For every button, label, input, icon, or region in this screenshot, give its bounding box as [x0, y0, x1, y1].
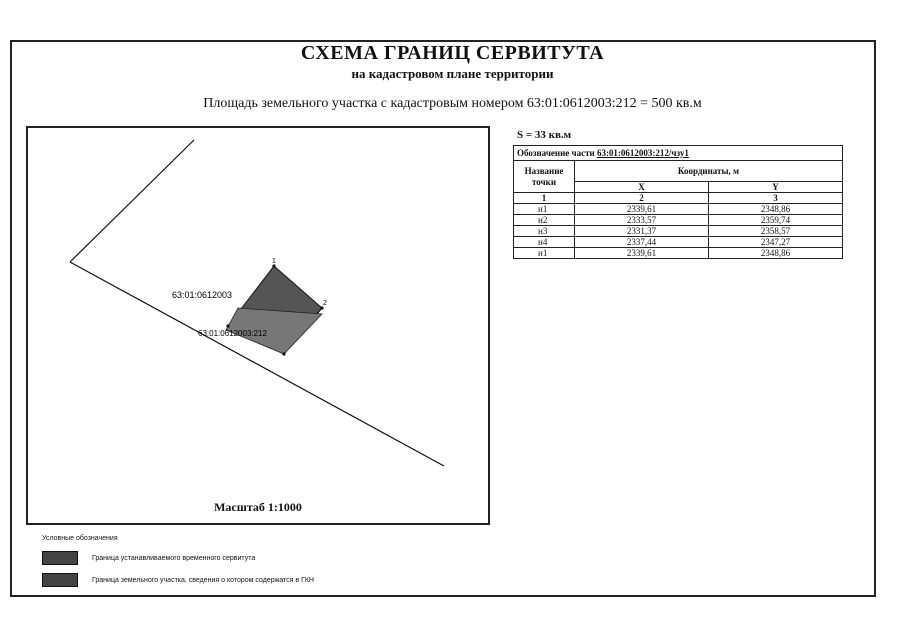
map-scale: Масштаб 1:1000: [214, 500, 302, 514]
part-id: 63:01:0612003:212/чзу1: [596, 148, 689, 158]
table-row: [514, 226, 843, 237]
col-point-header: Название точки: [514, 161, 575, 193]
table-row: [514, 248, 843, 259]
col-num-1: 1: [514, 193, 575, 204]
point-name: н4: [514, 237, 575, 248]
servitude-area: S = 33 кв.м: [517, 129, 572, 141]
table-header-row: [514, 146, 843, 161]
vertex-marker: [282, 352, 285, 355]
document-title: СХЕМА ГРАНИЦ СЕРВИТУТА: [300, 42, 605, 64]
col-num-3: 3: [709, 193, 843, 204]
legend-label: Граница устанавливаемого временного сервитута: [92, 554, 256, 562]
point-x: 2337,44: [575, 237, 709, 248]
point-x: 2333,57: [575, 215, 709, 226]
parcel-label: 63:01:0612003:212: [198, 329, 267, 338]
point-name: н1: [514, 204, 575, 215]
part-designation: [514, 146, 843, 161]
point-y: 2347,27: [709, 237, 843, 248]
point-name: н1: [514, 248, 575, 259]
point-1-label: 1: [272, 258, 276, 265]
col-x-header: X: [575, 182, 709, 193]
table-row: [514, 215, 843, 226]
table-row: [514, 237, 843, 248]
table-header-row: [514, 193, 843, 204]
table-row: [514, 204, 843, 215]
point-name: н2: [514, 215, 575, 226]
point-y: 2358,57: [709, 226, 843, 237]
point-x: 2339,61: [575, 248, 709, 259]
cadastral-map: [26, 126, 490, 525]
point-y: 2359,74: [709, 215, 843, 226]
quarter-label: 63:01:0612003: [172, 290, 233, 300]
col-coords-header: Координаты, м: [575, 161, 843, 182]
legend-swatch: [42, 573, 78, 587]
coordinates-table: [513, 145, 843, 259]
point-2-label: 2: [323, 300, 327, 307]
point-name: н3: [514, 226, 575, 237]
legend-label: Граница земельного участка, сведения о котором содержатся в ГКН: [92, 576, 314, 584]
legend-item-parcel: [42, 573, 314, 587]
vertex-marker: [226, 324, 229, 327]
point-x: 2331,37: [575, 226, 709, 237]
document-subtitle: на кадастровом плане территории: [351, 66, 554, 81]
map-drawing: [28, 128, 488, 523]
point-y: 2348,86: [709, 248, 843, 259]
legend-item-servitude: [42, 551, 255, 565]
legend-title: Условные обозначения: [42, 535, 118, 542]
table-header-row: [514, 161, 843, 182]
area-statement: Площадь земельного участка с кадастровым номером 63:01:0612003:212 = 500 кв.м: [203, 96, 702, 111]
legend-swatch: [42, 551, 78, 565]
part-prefix: Обозначение части: [517, 148, 595, 158]
point-x: 2339,61: [575, 204, 709, 215]
col-y-header: Y: [709, 182, 843, 193]
col-num-2: 2: [575, 193, 709, 204]
boundary-line-north: [70, 140, 194, 262]
point-y: 2348,86: [709, 204, 843, 215]
